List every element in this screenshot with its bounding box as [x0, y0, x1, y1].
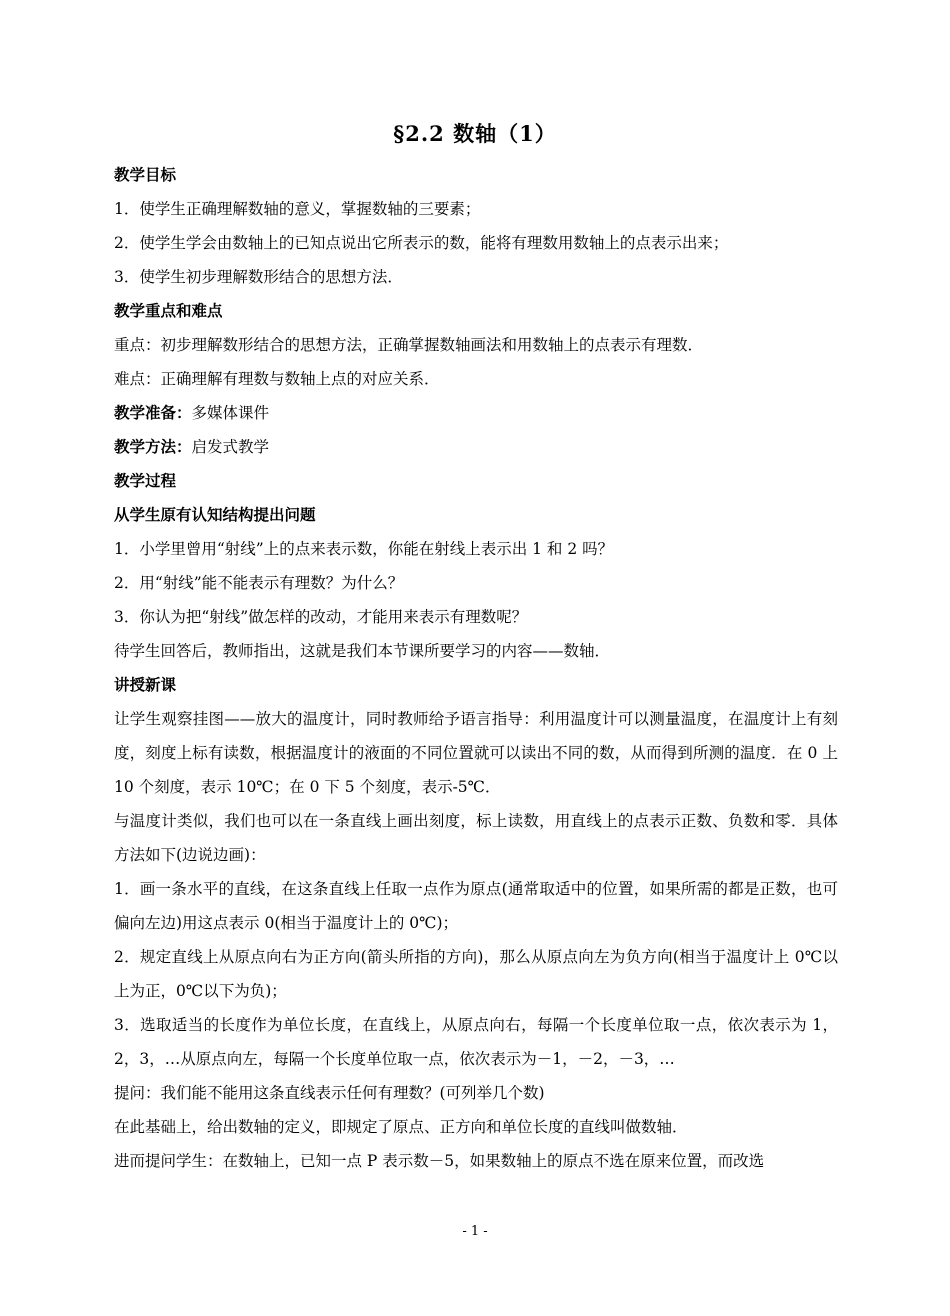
method-line: [114, 430, 838, 464]
method-value: 启发式教学: [191, 438, 270, 456]
prep-line: [114, 396, 838, 430]
answer-text: 待学生回答后，教师指出，这就是我们本节课所要学习的内容——数轴．: [114, 642, 611, 660]
method-label: 教学方法：: [114, 437, 192, 456]
question-item: 1．小学里曾用“射线”上的点来表示数，你能在射线上表示出 1 和 2 吗？: [114, 540, 614, 558]
subsection-heading: 从学生原有认知结构提出问题: [114, 505, 316, 524]
page-content: [114, 158, 838, 1178]
paragraph: 让学生观察挂图——放大的温度计，同时教师给予语言指导：利用温度计可以测量温度，在温度计上有刻度，刻度上标有读数，根据温度计的液面的不同位置就可以读出不同的数，从而得到所测的温度．在 0 上 10 个刻度，表示 10℃；在 0 下 5 个刻度，表示-5℃．: [114, 710, 838, 796]
focus-text: 重点：初步理解数形结合的思想方法，正确掌握数轴画法和用数轴上的点表示有理数．: [114, 336, 704, 354]
page-number: - 1 -: [462, 1224, 488, 1239]
step-item: 1．画一条水平的直线，在这条直线上任取一点作为原点(通常取适中的位置，如果所需的都是正数，也可偏向左边)用这点表示 0(相当于温度计上的 0℃)；: [114, 880, 838, 932]
step-item: 2．规定直线上从原点向右为正方向(箭头所指的方向)，那么从原点向左为负方向(相当于温度计上 0℃以上为正，0℃以下为负)；: [114, 948, 838, 1000]
goal-item: 1．使学生正确理解数轴的意义，掌握数轴的三要素；: [114, 200, 481, 218]
page-title: §2.2 数轴（1）: [393, 121, 557, 146]
question-item: 2．用“射线”能不能表示有理数？为什么？: [114, 574, 404, 592]
prep-label: 教学准备：: [114, 403, 192, 422]
keypoints-heading: 教学重点和难点: [114, 301, 223, 320]
goals-heading: 教学目标: [114, 165, 177, 184]
goal-item: 3．使学生初步理解数形结合的思想方法．: [114, 268, 403, 286]
definition-text: 在此基础上，给出数轴的定义，即规定了原点、正方向和单位长度的直线叫做数轴．: [114, 1118, 688, 1136]
prep-value: 多媒体课件: [191, 404, 270, 422]
process-heading: 教学过程: [114, 471, 177, 490]
subsection-heading: 讲授新课: [114, 675, 177, 694]
goal-item: 2．使学生学会由数轴上的已知点说出它所表示的数，能将有理数用数轴上的点表示出来；: [114, 234, 729, 252]
paragraph: 与温度计类似，我们也可以在一条直线上画出刻度，标上读数，用直线上的点表示正数、负数和零．具体方法如下(边说边画)：: [114, 812, 838, 864]
paragraph: 进而提问学生：在数轴上，已知一点 P 表示数－5，如果数轴上的原点不选在原来位置，而改选: [114, 1152, 765, 1170]
step-item: 3．选取适当的长度作为单位长度，在直线上，从原点向右，每隔一个长度单位取一点，依次表示为 1，2，3，…从原点向左，每隔一个长度单位取一点，依次表示为－1，－2，－3，…: [114, 1016, 838, 1068]
question-text: 提问：我们能不能用这条直线表示任何有理数？(可列举几个数): [114, 1084, 545, 1102]
question-item: 3．你认为把“射线”做怎样的改动，才能用来表示有理数呢？: [114, 608, 528, 626]
difficulty-text: 难点：正确理解有理数与数轴上点的对应关系．: [114, 370, 440, 388]
